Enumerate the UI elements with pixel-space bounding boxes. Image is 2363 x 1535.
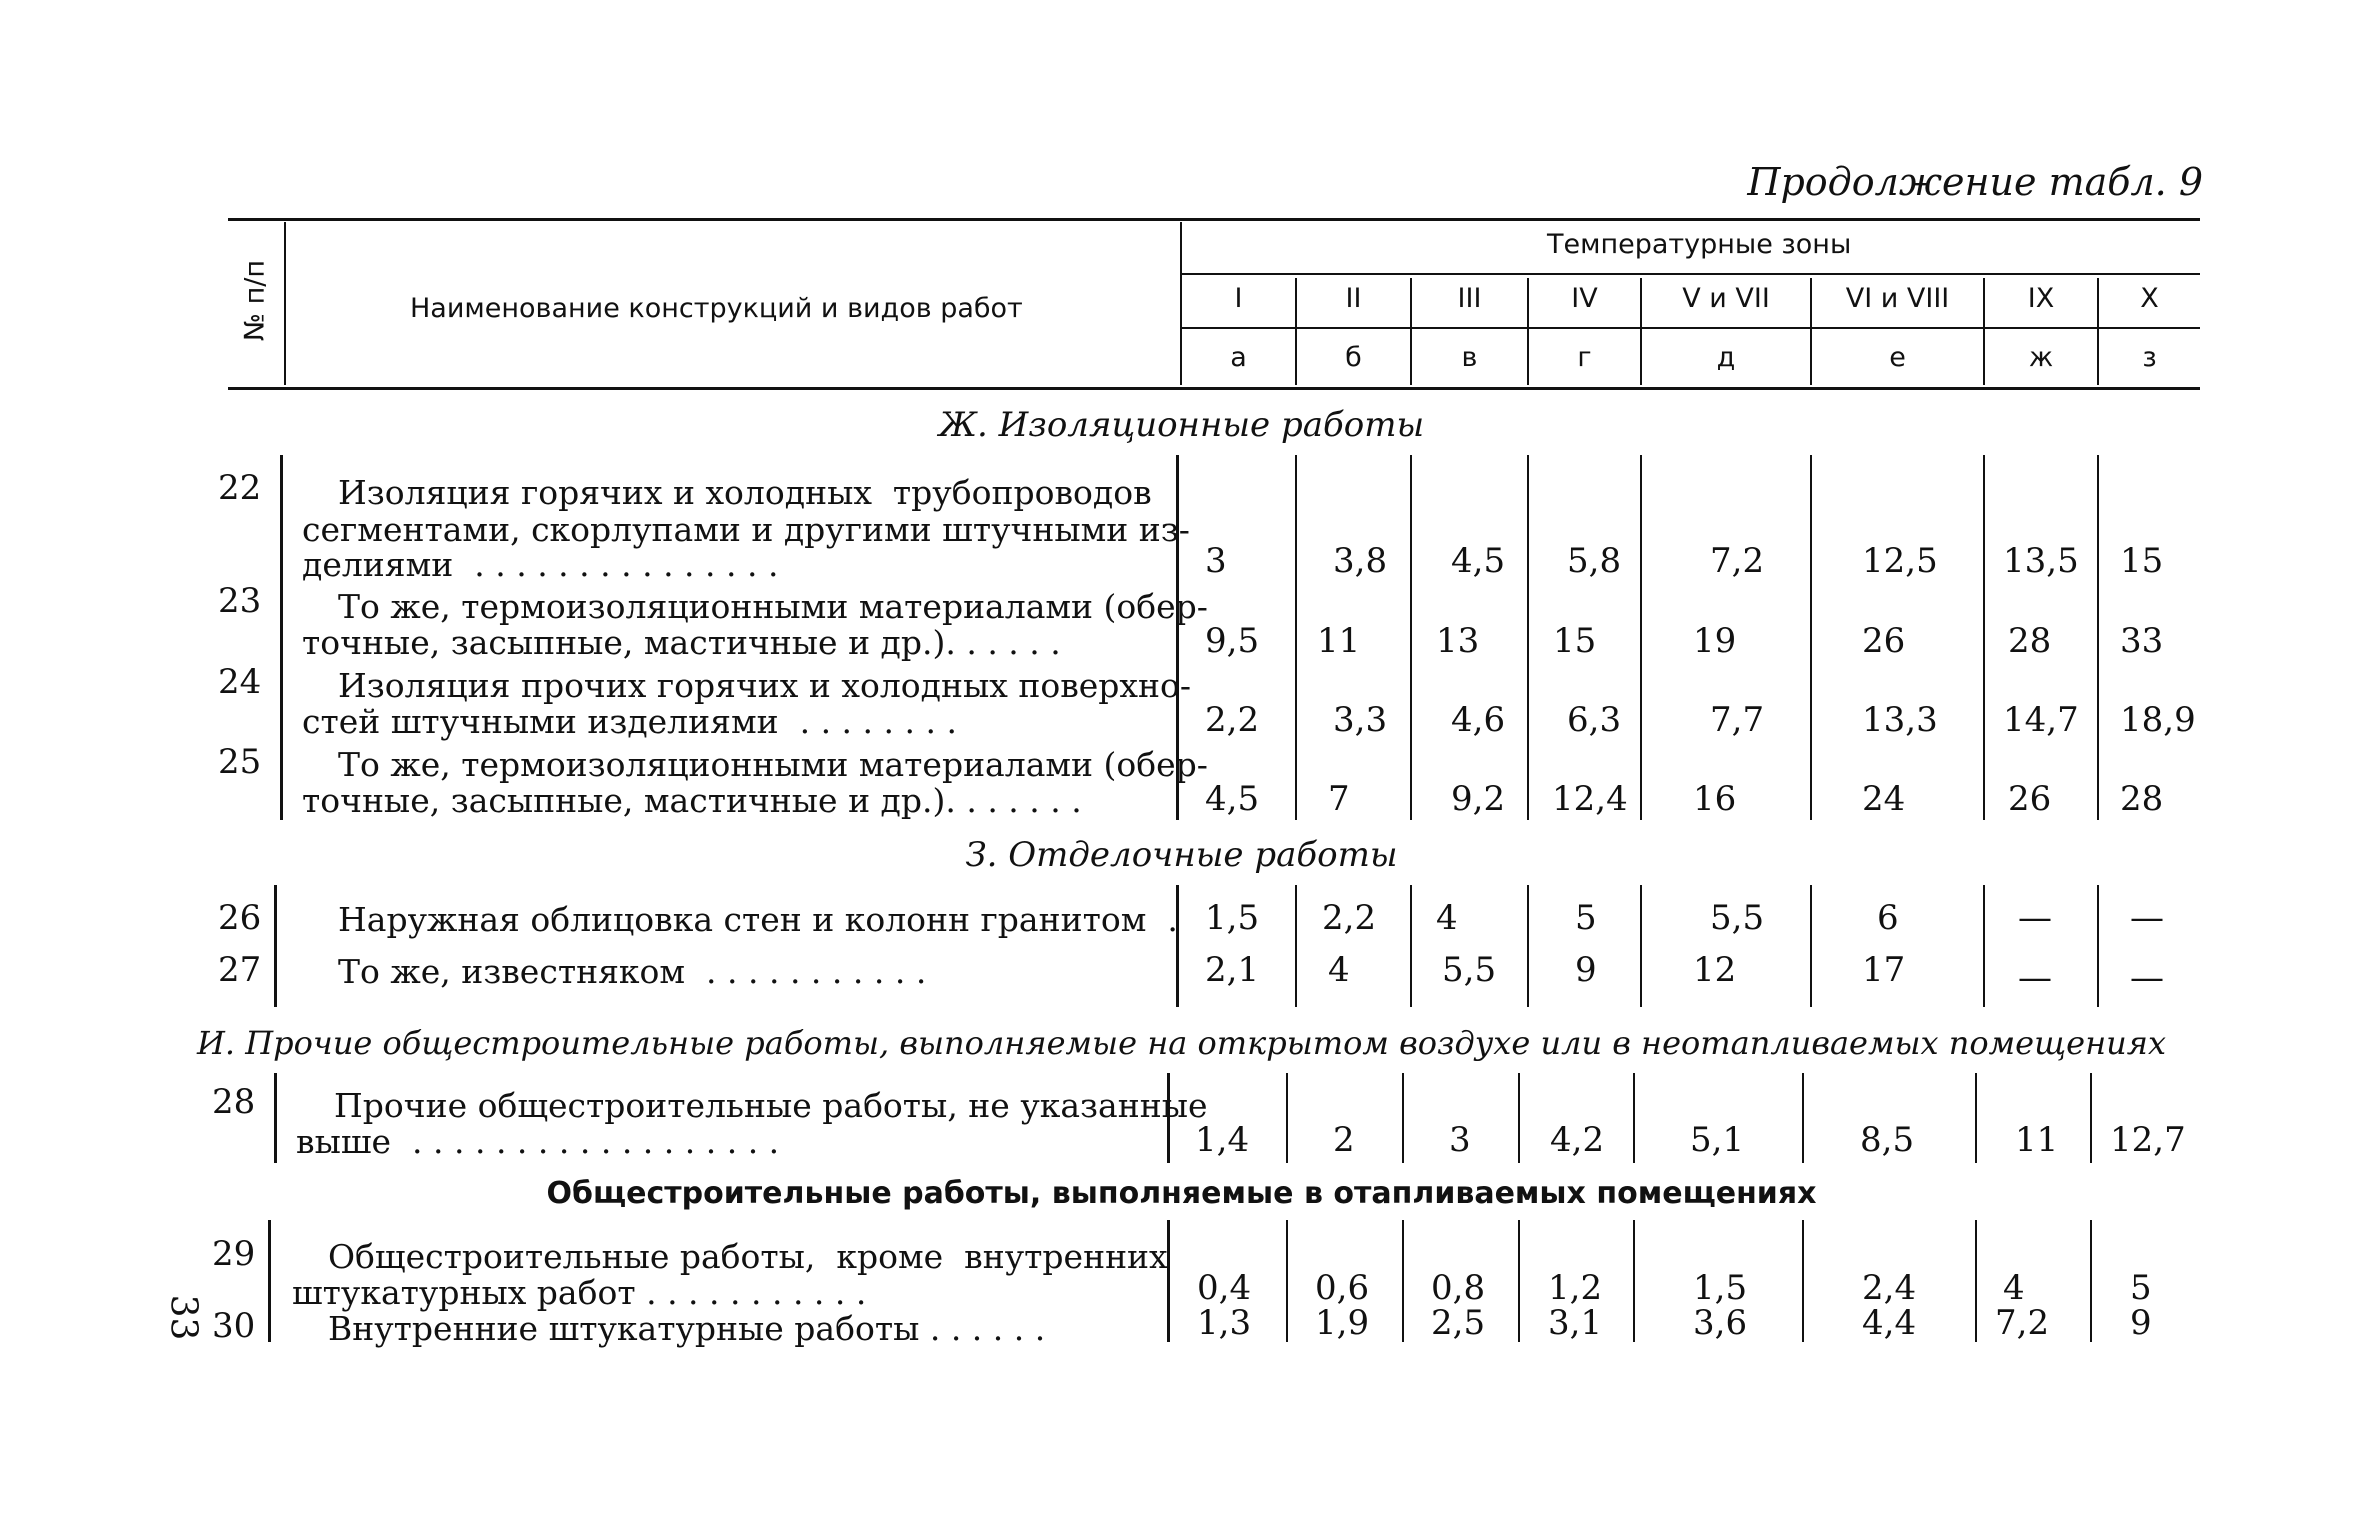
row-value: 4 — [2003, 1268, 2025, 1308]
row-value: — — [2018, 898, 2052, 938]
row-description-line: штукатурных работ . . . . . . . . . . . — [292, 1273, 867, 1312]
zone-letter: в — [1461, 342, 1478, 373]
block3-col-sep — [1633, 1073, 1635, 1163]
row-value: 9,5 — [1205, 621, 1260, 661]
row-value: 24 — [1862, 779, 1906, 819]
row-value: 3,8 — [1333, 541, 1388, 581]
row-value: — — [2130, 958, 2164, 998]
zone-roman: VI и VIII — [1845, 283, 1950, 314]
header-bottom-rule — [228, 387, 2200, 390]
zone-letter: е — [1889, 342, 1906, 373]
zone-letter: д — [1716, 342, 1736, 373]
row-description-line: точные, засыпные, мастичные и др.). . . . . . . — [302, 781, 1082, 820]
section-heading: Ж. Изоляционные работы — [938, 405, 1425, 445]
block2-col-sep — [2097, 885, 2099, 1007]
row-value: 16 — [1693, 779, 1737, 819]
block3-left-line — [274, 1073, 277, 1163]
row-value: 17 — [1862, 950, 1906, 990]
block2-left-line — [274, 885, 277, 1007]
zone-roman: IX — [2027, 283, 2055, 314]
row-number: 24 — [218, 662, 262, 702]
name-column-header: Наименование конструкций и видов работ — [410, 293, 1023, 324]
row-value: 28 — [2120, 779, 2164, 819]
row-value: 5,5 — [1710, 898, 1765, 938]
row-value: 7,7 — [1710, 700, 1765, 740]
row-value: 12,5 — [1862, 541, 1938, 581]
row-value: 0,8 — [1431, 1268, 1486, 1308]
block4-col-sep — [1802, 1220, 1804, 1342]
row-value: 4 — [1328, 950, 1350, 990]
row-value: 11 — [2015, 1120, 2059, 1160]
row-value: 4 — [1436, 898, 1458, 938]
row-description-line: Прочие общестроительные работы, не указанные — [334, 1086, 1208, 1125]
row-value: 12,7 — [2110, 1120, 2186, 1160]
block3-col-sep — [1286, 1073, 1288, 1163]
header-vline-num — [284, 222, 286, 385]
row-value: 7,2 — [1995, 1303, 2050, 1343]
zone-letter: а — [1230, 342, 1247, 373]
row-value: 3,1 — [1548, 1303, 1603, 1343]
row-value: 1,5 — [1205, 898, 1260, 938]
block4-col-sep — [1518, 1220, 1520, 1342]
block3-col-sep — [1975, 1073, 1977, 1163]
row-value: 1,3 — [1197, 1303, 1252, 1343]
row-number: 26 — [218, 898, 262, 938]
row-value: 4,5 — [1205, 779, 1260, 819]
row-number: 25 — [218, 742, 262, 782]
row-number: 23 — [218, 581, 262, 621]
row-description-line: Изоляция горячих и холодных трубопроводов — [338, 473, 1152, 512]
row-value: 5,5 — [1442, 950, 1497, 990]
block1-col-sep — [1983, 455, 1985, 820]
row-value: 9,2 — [1451, 779, 1506, 819]
row-value: 0,4 — [1197, 1268, 1252, 1308]
zone-roman: I — [1234, 283, 1243, 314]
row-value: 13 — [1436, 621, 1480, 661]
section-heading: И. Прочие общестроительные работы, выполняемые на открытом воздухе или в неотапливаемых помещениях — [197, 1024, 2166, 1062]
zone-roman: V и VII — [1682, 283, 1770, 314]
row-number: 30 — [212, 1306, 256, 1346]
row-value: 12,4 — [1552, 779, 1628, 819]
block4-col-sep — [1633, 1220, 1635, 1342]
row-value: 1,9 — [1315, 1303, 1370, 1343]
row-value: 6 — [1877, 898, 1899, 938]
row-value: 4,2 — [1550, 1120, 1605, 1160]
row-value: 3 — [1449, 1120, 1471, 1160]
row-value: — — [2130, 898, 2164, 938]
row-value: 28 — [2008, 621, 2052, 661]
block3-col-sep — [1518, 1073, 1520, 1163]
zone-roman: IV — [1571, 283, 1598, 314]
row-value: 3,6 — [1693, 1303, 1748, 1343]
row-value: 15 — [1553, 621, 1597, 661]
block2-col-sep — [1983, 885, 1985, 1007]
zones-header: Температурные зоны — [1547, 229, 1852, 260]
block2-col-sep — [1527, 885, 1529, 1007]
row-description-line: Внутренние штукатурные работы . . . . . . — [328, 1309, 1046, 1348]
zone-roman: X — [2140, 283, 2159, 314]
header-top-rule — [228, 218, 2200, 221]
row-description-line: То же, термоизоляционными материалами (обер- — [338, 745, 1208, 784]
row-value: 6,3 — [1567, 700, 1622, 740]
row-description-line: Наружная облицовка стен и колонн гранитом . — [338, 900, 1178, 939]
row-number: 22 — [218, 468, 262, 508]
row-description-line: точные, засыпные, мастичные и др.). . . . . . — [302, 623, 1061, 662]
row-value: 1,5 — [1693, 1268, 1748, 1308]
row-description-line: стей штучными изделиями . . . . . . . . — [302, 702, 957, 741]
block1-left-line — [280, 455, 283, 820]
row-value: 14,7 — [2003, 700, 2079, 740]
row-value: 4,5 — [1451, 541, 1506, 581]
page-number: 33 — [162, 1294, 204, 1341]
row-value: 2 — [1333, 1120, 1355, 1160]
row-value: 5,8 — [1567, 541, 1622, 581]
zone-letter: б — [1345, 342, 1362, 373]
row-value: 26 — [2008, 779, 2052, 819]
row-value: 5 — [1575, 898, 1597, 938]
row-value: 2,4 — [1862, 1268, 1917, 1308]
row-value: 11 — [1317, 621, 1361, 661]
number-column-header: № п/п — [239, 259, 271, 342]
block1-col-sep — [1295, 455, 1297, 820]
row-value: 1,2 — [1548, 1268, 1603, 1308]
row-number: 27 — [218, 950, 262, 990]
row-value: 3,3 — [1333, 700, 1388, 740]
row-value: 2,5 — [1431, 1303, 1486, 1343]
row-value: 3 — [1205, 541, 1227, 581]
row-value: 5 — [2130, 1268, 2152, 1308]
row-number: 29 — [212, 1234, 256, 1274]
block4-left-line — [268, 1220, 271, 1342]
continuation-caption: Продолжение табл. 9 — [1747, 160, 2203, 204]
row-value: 7,2 — [1710, 541, 1765, 581]
row-value: 5,1 — [1690, 1120, 1745, 1160]
row-description-line: Изоляция прочих горячих и холодных поверхно- — [338, 666, 1192, 705]
row-value: 15 — [2120, 541, 2164, 581]
block1-col-sep — [2097, 455, 2099, 820]
row-value: — — [2018, 958, 2052, 998]
row-number: 28 — [212, 1082, 256, 1122]
block4-col-sep — [1286, 1220, 1288, 1342]
zones-mid-rule — [1182, 327, 2200, 329]
block1-col-sep — [1810, 455, 1812, 820]
row-value: 0,6 — [1315, 1268, 1370, 1308]
block1-col-sep — [1527, 455, 1529, 820]
row-value: 9 — [1575, 950, 1597, 990]
block4-col-sep — [1402, 1220, 1404, 1342]
row-value: 7 — [1328, 779, 1350, 819]
block3-col-sep — [1402, 1073, 1404, 1163]
block2-col-sep — [1640, 885, 1642, 1007]
row-value: 13,5 — [2003, 541, 2079, 581]
row-description-line: выше . . . . . . . . . . . . . . . . . . — [296, 1122, 780, 1161]
row-description-line: Общестроительные работы, кроме внутренних — [328, 1237, 1168, 1276]
block1-col-sep — [1410, 455, 1412, 820]
row-value: 9 — [2130, 1303, 2152, 1343]
block3-col-sep — [2090, 1073, 2092, 1163]
block4-col-sep — [2090, 1220, 2092, 1342]
row-value: 2,2 — [1322, 898, 1377, 938]
row-value: 8,5 — [1860, 1120, 1915, 1160]
block2-col-sep — [1295, 885, 1297, 1007]
row-value: 4,4 — [1862, 1303, 1917, 1343]
block3-col-sep — [1802, 1073, 1804, 1163]
row-description-line: сегментами, скорлупами и другими штучными из- — [302, 510, 1190, 549]
row-value: 2,1 — [1205, 950, 1260, 990]
section-heading: З. Отделочные работы — [965, 835, 1398, 875]
row-value: 4,6 — [1451, 700, 1506, 740]
row-value: 2,2 — [1205, 700, 1260, 740]
row-description-line: То же, известняком . . . . . . . . . . . — [338, 952, 927, 991]
block2-col-sep — [1410, 885, 1412, 1007]
section-heading: Общестроительные работы, выполняемые в отапливаемых помещениях — [546, 1176, 1817, 1211]
zone-letter: г — [1577, 342, 1592, 373]
zone-letter: ж — [2028, 342, 2054, 373]
block4-col-sep — [1975, 1220, 1977, 1342]
zones-label-rule — [1182, 273, 2200, 275]
block2-col-sep — [1810, 885, 1812, 1007]
zone-letter: з — [2142, 342, 2157, 373]
row-value: 12 — [1693, 950, 1737, 990]
zone-roman: II — [1345, 283, 1362, 314]
row-description-line: делиями . . . . . . . . . . . . . . . — [302, 545, 779, 584]
row-value: 1,4 — [1195, 1120, 1250, 1160]
row-value: 19 — [1693, 621, 1737, 661]
row-value: 13,3 — [1862, 700, 1938, 740]
zone-roman: III — [1457, 283, 1482, 314]
row-value: 26 — [1862, 621, 1906, 661]
block1-col-sep — [1640, 455, 1642, 820]
row-description-line: То же, термоизоляционными материалами (обер- — [338, 587, 1208, 626]
row-value: 18,9 — [2120, 700, 2196, 740]
row-value: 33 — [2120, 621, 2164, 661]
